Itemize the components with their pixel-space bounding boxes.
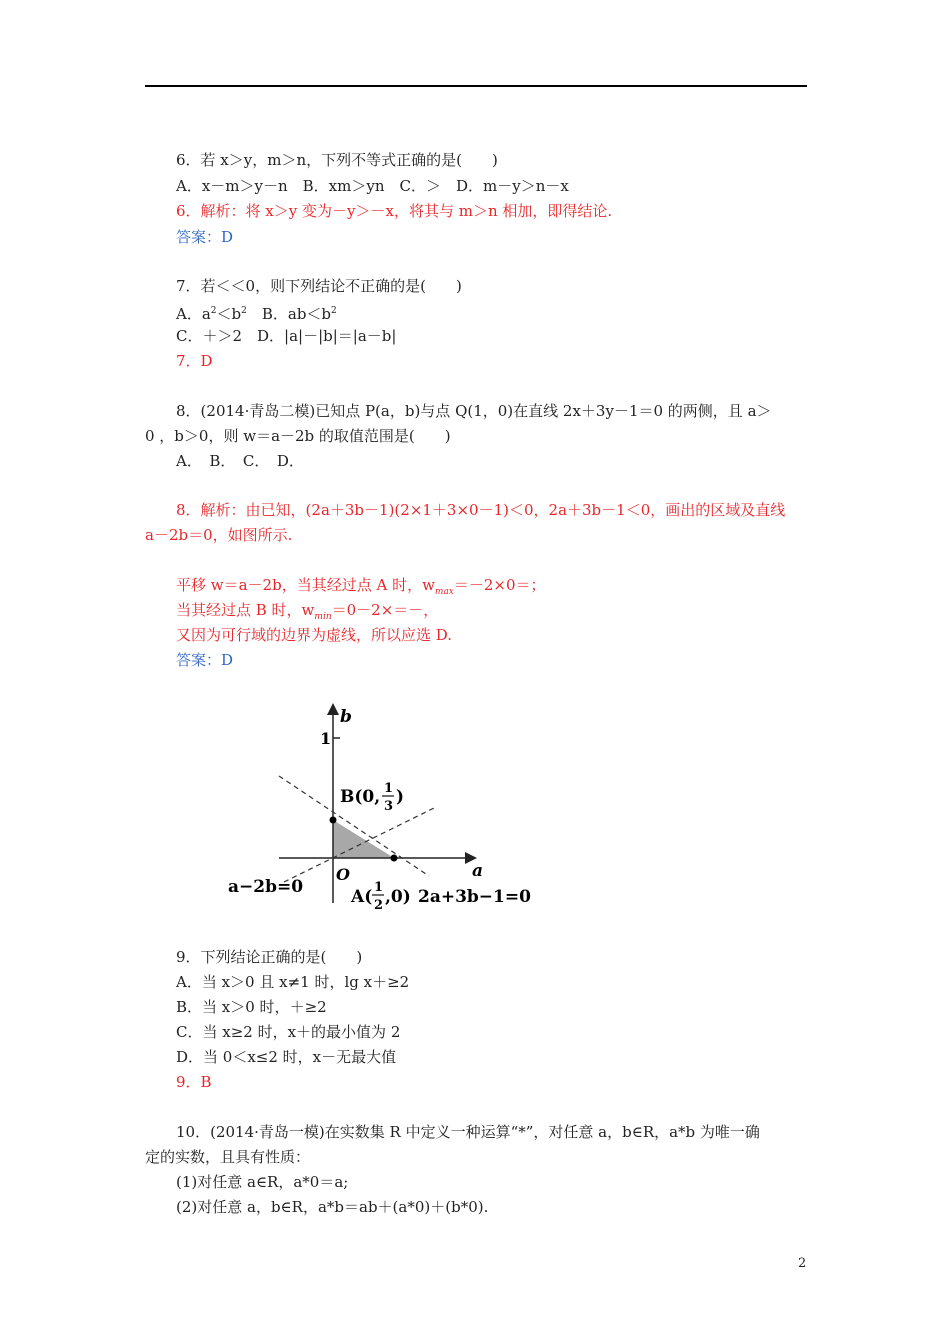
q8-options: A． B． C． D．	[176, 452, 304, 470]
q9-option-b: B．当 x＞0 时，＋≥2	[176, 998, 327, 1016]
point-b-paren: )	[396, 787, 405, 807]
q9-option-c: C．当 x≥2 时，x＋的最小值为 2	[176, 1023, 401, 1041]
point-b-dot	[330, 817, 337, 824]
q9-option-d: D．当 0＜x≤2 时，x－无最大值	[176, 1048, 397, 1066]
q9-option-a: A．当 x＞0 且 x≠1 时，lg x＋≥2	[176, 973, 410, 991]
point-a-frac-den: 2	[374, 898, 384, 913]
point-a-tail: ,0)	[385, 887, 411, 907]
q8-point-b: 当其经过点 B 时，$w_{min}=0-2\times=-$，	[176, 601, 439, 622]
q7-answer: 7．D	[176, 352, 213, 370]
line1-label: a−2b=0	[228, 877, 304, 897]
q6-answer: 答案：D	[176, 228, 234, 246]
q8-stem-line2: 0 ，b＞0，则 w＝a－2b 的取值范围是( )	[145, 427, 451, 445]
axis-a-label: a	[472, 861, 484, 881]
feasible-region-figure	[224, 698, 548, 928]
q6-options: A．x－m＞y－n B．xm＞yn C．＞ D．m－y＞n－x	[176, 177, 569, 195]
q9-answer: 9．B	[176, 1073, 212, 1091]
q7-options-cd: C．＋＞2 D．|a|－|b|＝|a－b|	[176, 327, 397, 345]
q8-stem-line1: 8．(2014·青岛二模)已知点 P(a，b)与点 Q(1，0)在直线 2x＋3y－1＝0 的两侧，且 a＞	[176, 402, 772, 420]
line-a-minus-2b	[284, 808, 434, 882]
point-b-frac-den: 3	[384, 799, 394, 814]
q10-prop1: (1)对任意 a∈R，a*0＝a;	[176, 1173, 349, 1191]
q10-stem-line2: 定的实数，且具有性质：	[145, 1148, 311, 1166]
feasible-region	[333, 820, 394, 858]
q6-analysis: 6．解析：将 x＞y 变为－y＞－x，将其与 m＞n 相加，即得结论.	[176, 202, 613, 220]
line2-label: 2a+3b−1=0	[418, 887, 531, 907]
q8-analysis-line1: 8．解析：由已知，(2a＋3b－1)(2×1＋3×0－1)＜0，2a＋3b－1＜0，画出的区域及直线	[176, 501, 786, 519]
header-rule	[145, 85, 807, 87]
point-b-label: B(0,	[340, 787, 381, 807]
q6-stem: 6．若 x＞y，m＞n，下列不等式正确的是( )	[176, 151, 498, 169]
q8-boundary: 又因为可行域的边界为虚线，所以应选 D.	[176, 626, 453, 644]
point-b-frac-num: 1	[384, 781, 394, 796]
point-a-dot	[391, 855, 398, 862]
point-a-frac-num: 1	[374, 880, 384, 895]
q10-stem-line1: 10．(2014·青岛一模)在实数集 R 中定义一种运算“*”，对任意 a，b∈R，a*b 为唯一确	[176, 1123, 760, 1141]
origin-label: O	[336, 865, 350, 884]
q8-answer: 答案：D	[176, 651, 234, 669]
point-a-label: A(	[351, 887, 373, 907]
q7-options-ab: A．$a^2<b^2$ B．$ab<b^2$	[176, 305, 337, 323]
page-number: 2	[798, 1256, 807, 1271]
q10-prop2: (2)对任意 a，b∈R，a*b＝ab＋(a*0)＋(b*0).	[176, 1198, 489, 1216]
q7-stem: 7．若＜＜0，则下列结论不正确的是( )	[176, 277, 462, 295]
q8-shift: 平移 w＝a－2b，当其经过点 A 时，$w_{max}=-2\times 0=$；	[176, 576, 546, 597]
axis-b-label: b	[340, 707, 352, 727]
q8-analysis-line2: a－2b＝0，如图所示.	[145, 526, 293, 544]
tick-1-label: 1	[320, 729, 332, 748]
q9-stem: 9．下列结论正确的是( )	[176, 948, 363, 966]
